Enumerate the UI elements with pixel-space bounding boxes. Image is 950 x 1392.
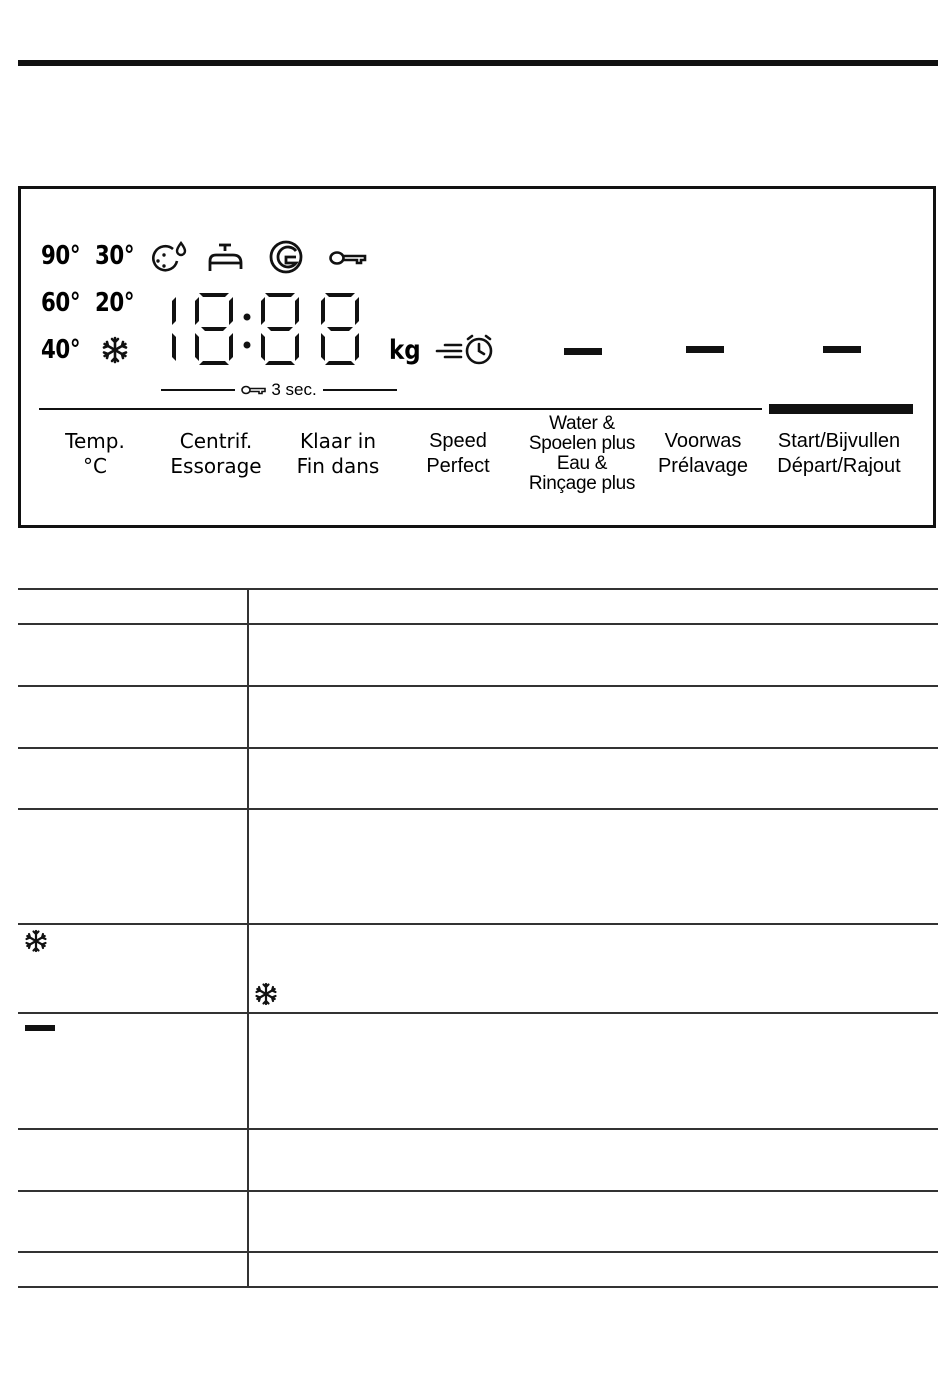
label-temp: Temp. °C (65, 429, 125, 478)
panel-divider (39, 408, 762, 410)
table-rule (18, 1286, 938, 1288)
lcd-display (169, 289, 369, 369)
table-rule (18, 1128, 938, 1130)
control-panel-diagram (18, 186, 936, 528)
table-rule (18, 747, 938, 749)
start-button-bar (769, 404, 913, 414)
table-rule (18, 808, 938, 810)
table-rule (18, 1190, 938, 1192)
top-rule (18, 60, 938, 66)
label-prewash: Voorwas Prélavage (657, 430, 749, 477)
temp-30: 30° (95, 241, 135, 271)
dash-icon (25, 1025, 55, 1031)
table-rule (18, 685, 938, 687)
table-rule (18, 1251, 938, 1253)
unit-kg: kg (389, 335, 421, 366)
table-rule (18, 1012, 938, 1014)
drum-icon (268, 239, 304, 275)
table-rule (18, 923, 938, 925)
label-finish-in: Klaar in Fin dans (296, 429, 380, 478)
temp-60: 60° (41, 288, 81, 318)
stain-icon (149, 239, 189, 275)
key-lock-caption (161, 380, 397, 400)
label-speed-perfect: Speed Perfect (426, 430, 490, 477)
temp-90: 90° (41, 241, 81, 271)
key-icon (329, 249, 369, 269)
table-rule (18, 623, 938, 625)
snowflake-icon (101, 336, 129, 364)
snowflake-icon (24, 929, 48, 953)
table-column-divider (247, 588, 249, 1287)
temp-20: 20° (95, 288, 135, 318)
tap-icon (207, 241, 245, 273)
label-water-plus: Water & Spoelen plus Eau & Rinçage plus (528, 413, 636, 494)
table-rule (18, 588, 938, 590)
label-start-add: Start/Bijvullen Départ/Rajout (777, 430, 901, 477)
start-indicator (823, 346, 861, 353)
snowflake-icon (254, 982, 278, 1006)
temp-40: 40° (41, 335, 81, 365)
speed-timer-icon (435, 333, 497, 367)
water-plus-indicator (564, 348, 602, 355)
prewash-indicator (686, 346, 724, 353)
label-spin: Centrif. Essorage (170, 429, 262, 478)
key-icon (241, 384, 267, 396)
key-caption-text: 3 sec. (271, 380, 317, 399)
